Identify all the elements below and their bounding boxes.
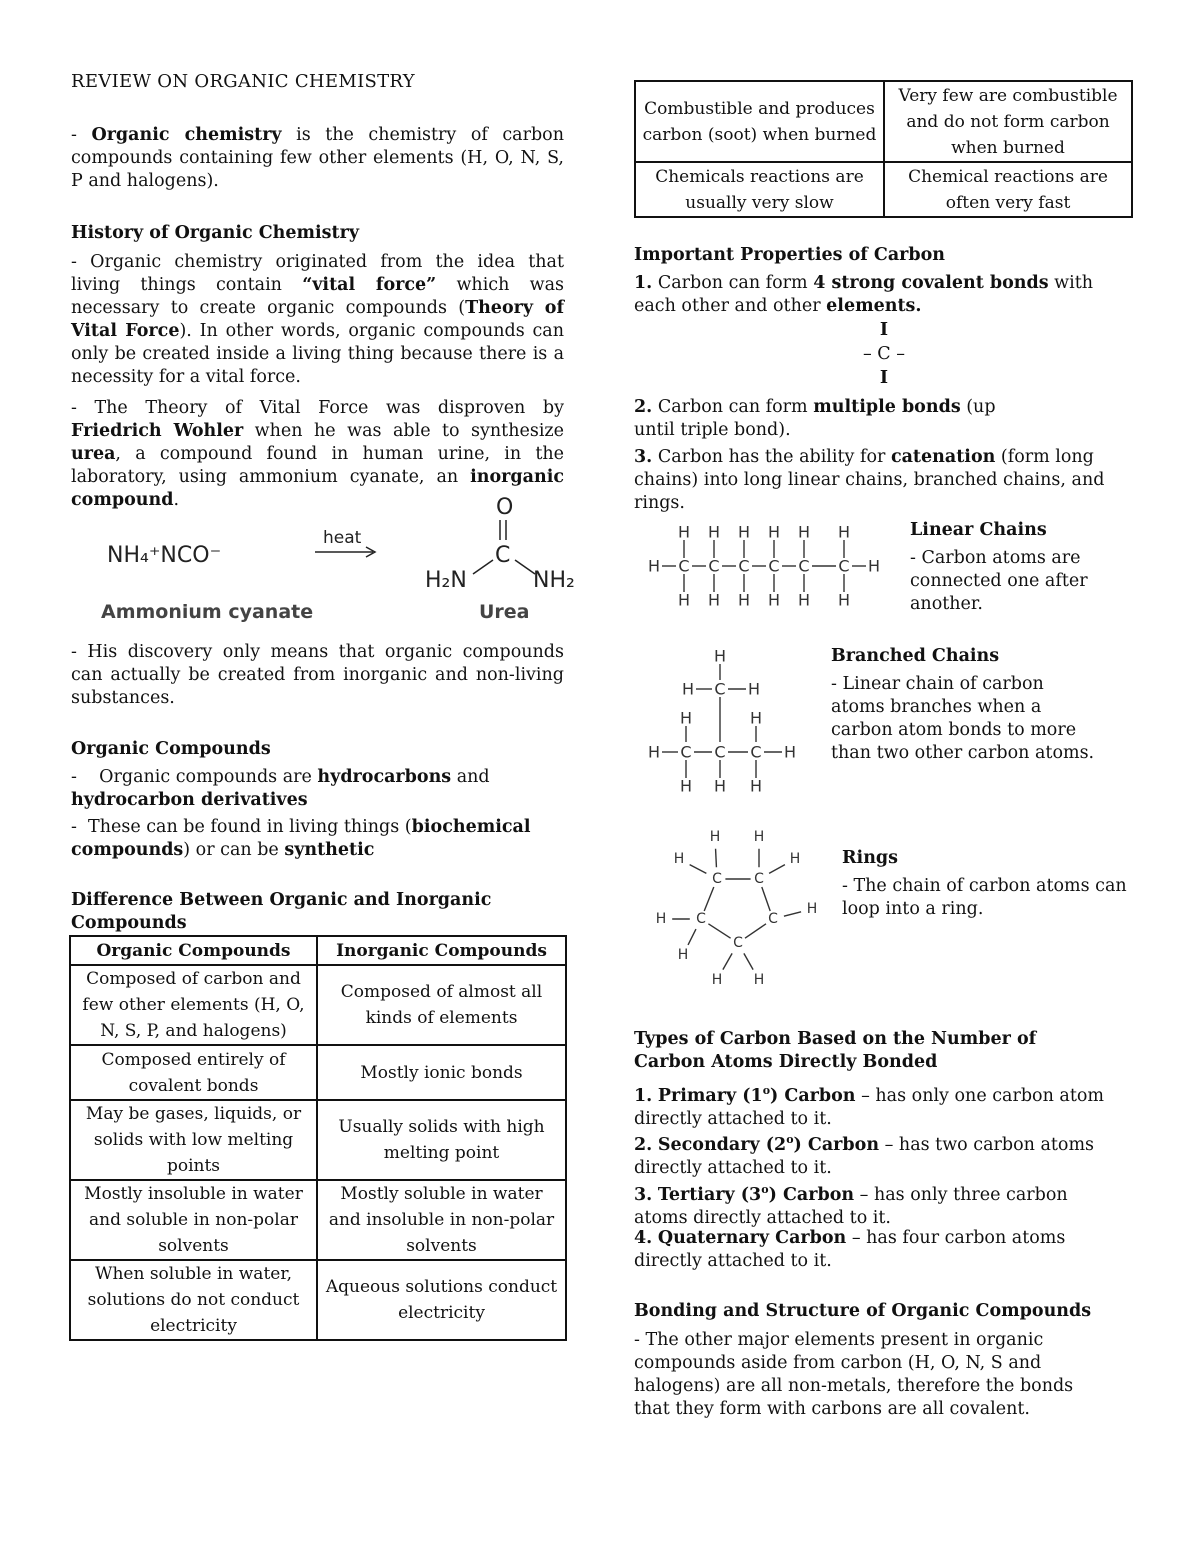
text-run: - The Theory of Vital Force was disproven by [71,398,564,418]
bond-line [690,865,707,874]
organic-compounds-bullet-1 [71,766,541,812]
hydrocarbons-term: hydrocarbons [317,767,452,787]
hydrogen-atom: H [677,522,691,542]
table-row [70,965,566,1045]
carbon-atom: C [768,556,780,576]
carbon-atom: C [768,911,778,927]
text-run: - These can be found in living things ( [71,817,412,837]
hydrogen-atom: H [679,776,693,796]
table-cell: When soluble in water, solutions do not conduct electricity [70,1260,317,1340]
carbon-atom: C [714,742,726,762]
table-cell: Composed of carbon and few other elements (H, O, N, S, P, and halogens) [70,965,317,1045]
organic-compounds-heading: Organic Compounds [71,739,271,759]
discovery-paragraph: - His discovery only means that organic compounds can actually be created from inorganic and non-living substances. [71,642,564,708]
history-paragraph-1 [71,251,564,389]
hydrogen-atom: H [737,522,751,542]
hydrogen-atom: H [867,556,881,576]
derivatives-term: hydrocarbon derivatives [71,790,308,810]
carbon-atom: C [678,556,690,576]
history-heading: History of Organic Chemistry [71,223,359,243]
hydrogen-atom: H [679,708,693,728]
branched-chains-desc: - Linear chain of carbon atoms branches when a carbon atom bonds to more than two other carbon atoms. [831,674,1095,763]
bond-line [784,912,801,916]
carbon-center: – C – [862,344,905,364]
linear-chains-heading: Linear Chains [910,520,1047,540]
text-run: . [173,490,180,510]
multiple-bonds-term: multiple bonds [813,397,961,417]
bond-line [515,560,535,574]
table-header-inorganic: Inorganic Compounds [317,936,566,965]
degree-mark: o [761,1183,769,1196]
hydrogen-atom: H [747,679,761,699]
text-run: – has two carbon atoms directly attached to it. [634,1134,1095,1178]
hydrogen-atom: H [767,522,781,542]
tetravalent-carbon-diagram [834,318,934,390]
bond-line [762,887,770,911]
carbon-prop-2 [634,396,1034,442]
hydrogen-atom: H [709,829,721,845]
page-title: REVIEW ON ORGANIC CHEMISTRY [71,71,415,92]
hydrogen-atom: H [713,776,727,796]
text-run: ) Carbon [793,1134,880,1155]
carbon-type-primary [634,1079,1104,1131]
text-run: Primary (1 [657,1085,763,1106]
text-run: (up until triple bond). [634,397,996,440]
intro-term: Organic chemistry [91,125,282,145]
hydrogen-atom: H [767,590,781,610]
table-cell: Mostly ionic bonds [317,1045,566,1100]
bond-line [708,924,730,938]
carbon-atom: C [733,935,743,951]
hydrogen-atom: H [837,522,851,542]
carbon-type-name [658,1185,854,1205]
text-run: and [451,767,496,787]
text-run: Quaternary Carbon [657,1228,847,1248]
table-cell: Very few are combustible and do not form carbon when burned [884,81,1132,162]
carbon-type-name [658,1086,856,1106]
carbon-type-name [658,1135,879,1155]
hydrogen-atom: H [677,947,689,963]
carbon-atom: C [708,556,720,576]
text-run: Carbon can form [652,273,814,293]
carbon-atom: C [696,911,706,927]
vital-force-term: “vital force” [302,275,437,295]
carbon-atom: C [798,556,810,576]
degree-mark: o [786,1133,794,1146]
bond-line [473,560,493,574]
table-cell: May be gases, liquids, or solids with low melting points [70,1100,317,1180]
text-run: Carbon has the ability for [652,447,891,467]
list-number: 3. [634,1184,653,1205]
bond-line [716,849,717,867]
carbon-atom: C [838,556,850,576]
hydrogen-atom: H [673,851,685,867]
rings-heading: Rings [842,848,899,868]
synthetic-term: synthetic [284,840,375,860]
product-name: Urea [479,601,530,623]
table-header-organic: Organic Compounds [70,936,317,965]
text-run: – has only one carbon atom directly attached to it. [634,1085,1105,1129]
theory-term: Theory of Vital Force [71,298,564,341]
hydrogen-atom: H [797,522,811,542]
list-number: 3. [634,447,653,467]
text-run: (form long chains) into long linear chains, branched chains, and rings. [634,447,1105,513]
list-number: 2. [634,397,653,417]
bonding-heading: Bonding and Structure of Organic Compounds [634,1301,1092,1321]
text-run: – has only three carbon atoms directly attached to it. [634,1184,1068,1228]
table-cell: Combustible and produces carbon (soot) when burned [635,81,884,162]
text-run: Secondary (2 [657,1134,787,1155]
bond-line [704,887,714,911]
carbon-type-name [658,1228,846,1248]
carbon-atom: C [738,556,750,576]
urea-term: urea [71,444,116,464]
linear-chains-desc: - Carbon atoms are connected one after another. [910,548,1088,614]
difference-heading: Difference Between Organic and Inorganic Compounds [71,890,492,933]
elements-term: elements. [826,296,922,316]
biochemical-term: biochemical compounds [71,817,537,860]
hydrogen-atom: H [753,972,765,988]
heat-label: heat [323,528,362,548]
urea-left-group: H₂N [425,568,467,593]
rings-desc: - The chain of carbon atoms can loop into a ring. [842,876,1127,919]
carbon-atom: C [680,742,692,762]
text-run: with each other and other [634,273,1094,316]
bonding-paragraph: - The other major elements present in organic compounds aside from carbon (H, O, N, S and halogens) are all non-metals, therefore the bonds that they form with carbons are all covalent. [634,1330,1074,1419]
hydrogen-atom: H [806,901,818,917]
text-run: which was necessary to create organic compounds ( [71,275,565,318]
hydrogen-atom: H [797,590,811,610]
text-run: ) Carbon [768,1184,855,1205]
text-run: , a compound found in human urine, in the laboratory, using ammonium cyanate, an [71,444,564,487]
degree-mark: o [762,1084,771,1097]
carbon-type-secondary [634,1128,1104,1180]
bond-line [723,953,732,969]
text-run: - Organic chemistry originated from the idea that living things contain [71,252,564,295]
carbon-types-heading: Types of Carbon Based on the Number of Carbon Atoms Directly Bonded [634,1029,1037,1072]
carbon-props-heading: Important Properties of Carbon [634,245,946,265]
bond-top: I [879,320,889,340]
list-number: 4. [634,1228,653,1248]
table-cell: Chemical reactions are often very fast [884,162,1132,217]
hydrogen-atom: H [713,646,727,666]
carbon-atom: C [754,871,764,887]
hydrogen-atom: H [753,829,765,845]
intro-dash: - [71,125,77,145]
hydrogen-atom: H [681,679,695,699]
hydrogen-atom: H [749,776,763,796]
urea-carbon: C [495,543,511,568]
hydrogen-atom: H [749,708,763,728]
table-row [70,1260,566,1340]
urea-oxygen: O [496,495,514,520]
urea-synthesis-diagram [101,490,575,630]
organic-compounds-bullet-2 [71,816,541,862]
table-cell: Mostly insoluble in water and soluble in non-polar solvents [70,1180,317,1260]
intro-paragraph [71,124,564,193]
table-row [635,81,1132,162]
text-run: ). In other words, organic compounds can only be created inside a living thing because there is a necessity for a vital force. [71,321,564,387]
table-cell: Composed entirely of covalent bonds [70,1045,317,1100]
intro-text: is the chemistry of carbon compounds containing few other elements (H, O, N, S, P and halogens). [71,125,564,191]
hydrogen-atom: H [789,851,801,867]
linear-chain-diagram [642,520,892,612]
list-number: 1. [634,273,653,293]
text-run: ) Carbon [770,1085,856,1106]
list-number: 1. [634,1085,653,1106]
text-run: ) or can be [183,840,285,860]
reactant-name: Ammonium cyanate [101,601,314,623]
hydrogen-atom: H [647,556,661,576]
hydrogen-atom: H [837,590,851,610]
reactant-formula: NH₄⁺NCO⁻ [107,543,222,568]
carbon-type-quaternary [634,1227,1104,1273]
table-cell: Aqueous solutions conduct electricity [317,1260,566,1340]
table-cell: Usually solids with high melting point [317,1100,566,1180]
table-row [70,1100,566,1180]
covalent-bonds-term: 4 strong covalent bonds [813,273,1049,293]
carbon-prop-3 [634,446,1129,515]
ring-diagram [649,825,829,995]
hydrogen-atom: H [737,590,751,610]
branched-chain-diagram [642,640,822,800]
difference-table [69,935,567,1341]
carbon-atom: C [712,871,722,887]
carbon-atom: C [714,679,726,699]
bond-line [688,929,696,945]
branched-chains-heading: Branched Chains [831,646,1000,666]
text-run: Carbon can form [652,397,814,417]
carbon-prop-1 [634,272,1129,318]
hydrogen-atom: H [711,972,723,988]
carbon-type-tertiary [634,1178,1104,1230]
hydrogen-atom: H [707,590,721,610]
difference-table-continued [634,80,1133,218]
hydrogen-atom: H [647,742,661,762]
hydrogen-atom: H [655,911,667,927]
urea-right-group: NH₂ [533,568,575,593]
table-row [635,162,1132,217]
hydrogen-atom: H [783,742,797,762]
bond-line [744,953,753,969]
carbon-atom: C [750,742,762,762]
hydrogen-atom: H [707,522,721,542]
bond-line [745,924,766,938]
text-run: - Organic compounds are [71,767,318,787]
table-row [70,1180,566,1260]
table-cell: Mostly soluble in water and insoluble in non-polar solvents [317,1180,566,1260]
bond-bottom: I [879,368,889,388]
text-run: – has four carbon atoms directly attached to it. [634,1228,1066,1271]
table-cell: Composed of almost all kinds of elements [317,965,566,1045]
bond-line [769,865,785,874]
table-cell: Chemicals reactions are usually very slow [635,162,884,217]
wohler-name: Friedrich Wohler [71,421,244,441]
table-row [70,1045,566,1100]
inorganic-term: inorganic compound [71,467,564,510]
hydrogen-atom: H [677,590,691,610]
text-run: Tertiary (3 [657,1184,762,1205]
text-run: when he was able to synthesize [243,421,564,441]
catenation-term: catenation [890,447,996,467]
list-number: 2. [634,1134,653,1155]
